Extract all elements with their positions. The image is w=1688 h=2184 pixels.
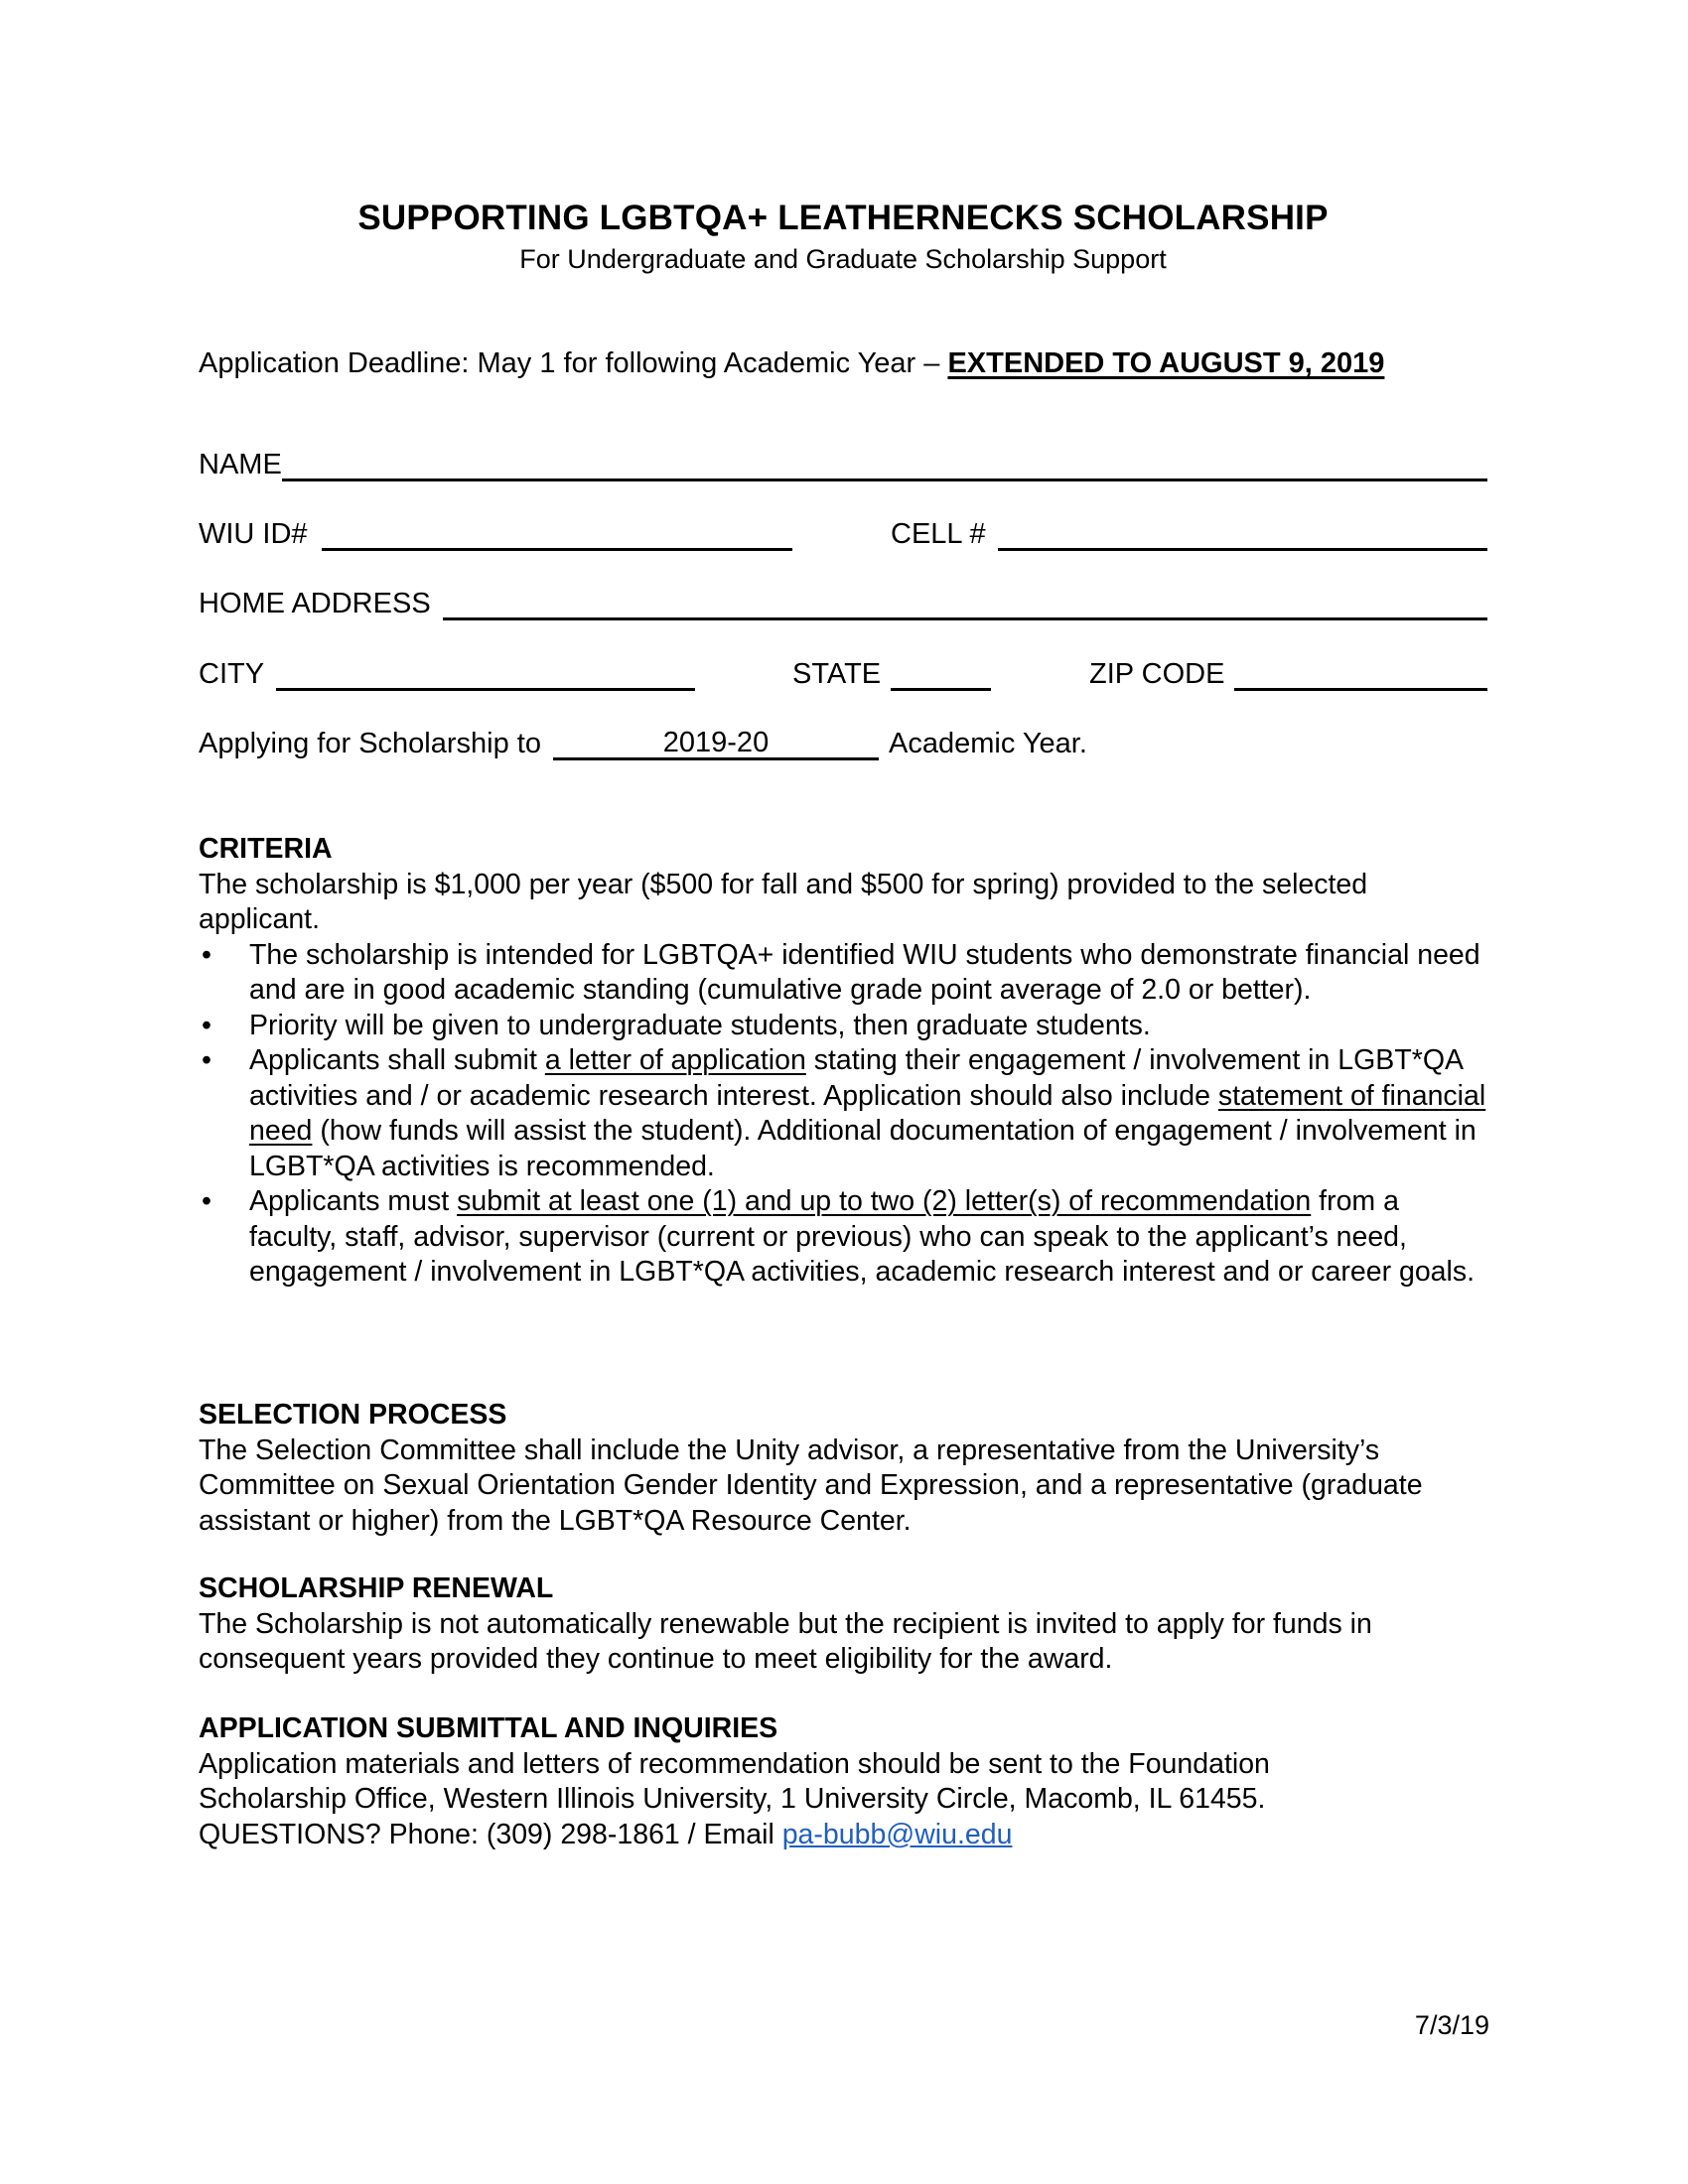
cell-field[interactable] <box>891 518 1487 551</box>
criteria-item-text: from a faculty, staff, advisor, supervisor (current or previous) who can speak to the applicant’s need, engagement / involvement in LGBT*QA activities, academic research interest and or career goals. <box>249 1185 1476 1288</box>
address-row <box>199 588 1487 627</box>
applying-prefix: Applying for Scholarship to <box>199 728 541 759</box>
state-input-line[interactable] <box>891 658 991 691</box>
bullet-icon: • <box>202 938 211 971</box>
zip-field[interactable] <box>1089 658 1487 691</box>
zip-input-line[interactable] <box>1234 658 1487 691</box>
applying-row <box>199 728 1487 767</box>
name-input-line[interactable] <box>282 449 1487 481</box>
cell-label: CELL # <box>891 518 986 550</box>
recommendation-letters-emphasis: submit at least one (1) and up to two (2) letter(s) of recommendation <box>457 1185 1312 1217</box>
financial-need-emphasis: statement of financial need <box>249 1079 1486 1147</box>
renewal-text: The Scholarship is not automatically renewable but the recipient is invited to apply for funds in consequent years provided they continue to meet eligibility for the award. <box>199 1607 1372 1675</box>
home-address-input-line[interactable] <box>443 588 1487 620</box>
cell-input-line[interactable] <box>998 518 1487 551</box>
criteria-item-text: The scholarship is intended for LGBTQA+ identified WIU students who demonstrate financial need and are in good academic standing (cumulative grade point average of 2.0 or better). <box>249 938 1480 1006</box>
submittal-line-1: Application materials and letters of recommendation should be sent to the Foundation <box>199 1747 1270 1780</box>
page-title: SUPPORTING LGBTQA+ LEATHERNECKS SCHOLARSHIP <box>357 199 1329 237</box>
bullet-icon: • <box>202 1185 211 1217</box>
revision-date: 7/3/19 <box>1414 2010 1489 2040</box>
id-cell-row <box>199 518 1487 558</box>
city-field[interactable] <box>199 658 695 691</box>
state-field[interactable] <box>792 658 991 691</box>
city-input-line[interactable] <box>276 658 695 691</box>
submittal-line-2: Scholarship Office, Western Illinois University, 1 University Circle, Macomb, IL 61455. <box>199 1783 1266 1815</box>
city-label: CITY <box>199 658 265 690</box>
deadline-extended: EXTENDED TO AUGUST 9, 2019 <box>947 347 1385 379</box>
criteria-section <box>199 832 1487 1291</box>
criteria-item <box>199 938 1487 1009</box>
zip-label: ZIP CODE <box>1089 658 1225 690</box>
name-field[interactable] <box>199 449 1487 481</box>
criteria-list <box>199 938 1487 1291</box>
criteria-item-text: stating their engagement / involvement in LGBT*QA activities and / or academic research interest. Application should also include <box>249 1044 1463 1112</box>
criteria-item-text: Applicants must <box>249 1185 458 1217</box>
name-row <box>199 449 1487 488</box>
applying-field <box>199 728 1092 760</box>
wiu-id-field[interactable] <box>199 518 792 551</box>
criteria-item <box>199 1184 1487 1291</box>
renewal-heading: SCHOLARSHIP RENEWAL <box>199 1572 554 1604</box>
criteria-intro: The scholarship is $1,000 per year ($500 for fall and $500 for spring) provided to the selected applicant. <box>199 868 1368 935</box>
wiu-id-input-line[interactable] <box>322 518 792 551</box>
page-subtitle: For Undergraduate and Graduate Scholarship Support <box>519 244 1167 274</box>
city-state-zip-row <box>199 658 1487 698</box>
criteria-item <box>199 1009 1487 1044</box>
email-link[interactable]: pa-bubb@wiu.edu <box>781 1818 1013 1850</box>
criteria-item-text: Priority will be given to undergraduate students, then graduate students. <box>249 1009 1151 1041</box>
state-label: STATE <box>792 658 882 690</box>
selection-section <box>199 1398 1487 1539</box>
criteria-item-text: Applicants shall submit <box>249 1044 545 1076</box>
submittal-heading: APPLICATION SUBMITTAL AND INQUIRIES <box>199 1712 778 1744</box>
academic-year-value[interactable]: 2019-20 <box>553 728 879 760</box>
bullet-icon: • <box>202 1044 211 1076</box>
letter-of-application-emphasis: a letter of application <box>544 1044 806 1076</box>
name-label: NAME <box>199 449 282 480</box>
wiu-id-label: WIU ID# <box>199 518 308 550</box>
applying-suffix: Academic Year. <box>888 728 1087 759</box>
submittal-section <box>199 1711 1487 1852</box>
deadline-text: Application Deadline: May 1 for following Academic Year – <box>199 347 948 379</box>
selection-text: The Selection Committee shall include the Unity advisor, a representative from the University’s Committee on Sexual Orientation Gender Identity and Expression, and a representative (graduate assistant or higher) from the LGBT*QA Resource Center. <box>199 1433 1423 1537</box>
home-address-field[interactable] <box>199 588 1487 620</box>
renewal-section <box>199 1571 1487 1678</box>
selection-heading: SELECTION PROCESS <box>199 1399 507 1431</box>
criteria-item-text: (how funds will assist the student). Additional documentation of engagement / involvement in LGBT*QA activities is recommended. <box>249 1115 1477 1182</box>
home-address-label: HOME ADDRESS <box>199 588 431 619</box>
criteria-heading: CRITERIA <box>199 833 333 865</box>
deadline-line <box>199 347 1384 380</box>
questions-line <box>199 1818 1487 1853</box>
questions-text: QUESTIONS? Phone: (309) 298-1861 / Email <box>199 1818 782 1850</box>
bullet-icon: • <box>202 1009 211 1041</box>
criteria-item <box>199 1043 1487 1184</box>
